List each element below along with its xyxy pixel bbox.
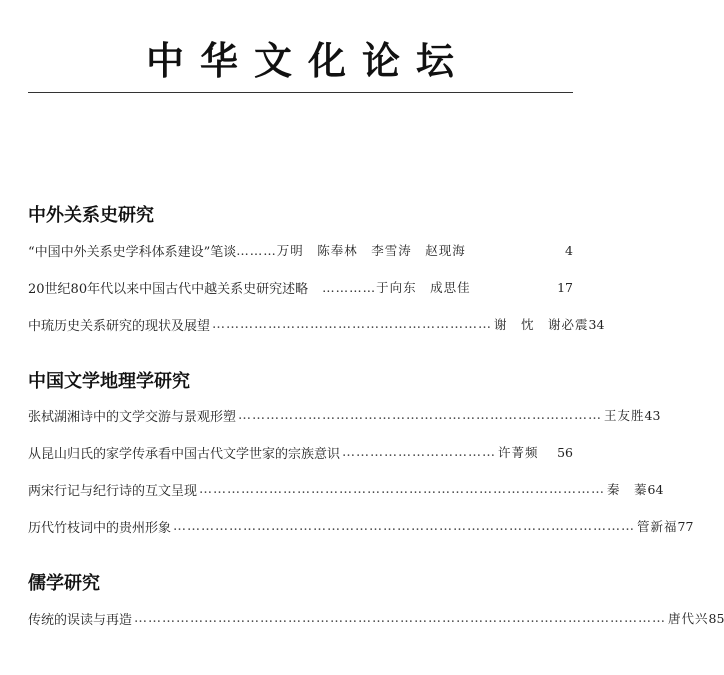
page-number: 77: [677, 518, 694, 534]
article-authors: 管新福: [637, 519, 678, 534]
article-title: 从昆山归氏的家学传承看中国古代文学世家的宗族意识: [28, 446, 341, 462]
article-title: 20世纪80年代以来中国古代中越关系史研究述略: [28, 281, 309, 297]
article-authors: 万明 陈奉林 李雪涛 赵现海: [276, 243, 466, 258]
article-authors: 王友胜: [604, 408, 645, 423]
article-title: 传统的误读与再造: [28, 612, 133, 628]
leader-dots: ……………………………………………………: [212, 316, 493, 332]
toc-entry[interactable]: [28, 405, 661, 425]
toc-entry[interactable]: [28, 608, 724, 628]
leader-dots: ……………………………………………………………………………………………………: [134, 610, 667, 626]
toc-entry[interactable]: [28, 240, 573, 260]
article-authors: 于向东 成思佳: [376, 280, 471, 295]
article-authors: 谢 忱 谢必震: [494, 317, 589, 332]
page-number: 4: [565, 242, 573, 258]
toc-entry[interactable]: [28, 314, 605, 334]
article-authors: 秦 蓁: [607, 482, 648, 497]
article-title: 两宋行记与纪行诗的互文呈现: [28, 483, 198, 499]
toc-entry[interactable]: [28, 479, 664, 499]
article-title: 张栻湖湘诗中的文学交游与景观形塑: [28, 409, 237, 425]
section-heading: 中国文学地理学研究: [28, 371, 190, 392]
leader-dots: …………: [322, 279, 377, 295]
page-number: 85: [708, 610, 724, 626]
article-title: 历代竹枝词中的贵州形象: [28, 520, 172, 536]
toc-entry[interactable]: [28, 516, 694, 536]
page-number: 17: [557, 279, 573, 295]
page-number: 34: [588, 316, 605, 332]
toc-entry[interactable]: [28, 277, 573, 297]
title-divider: [28, 92, 573, 93]
article-title: 中琉历史关系研究的现状及展望: [28, 318, 211, 334]
article-title: “中国中外关系史学科体系建设”笔谈: [28, 244, 237, 260]
leader-dots: ……………………………………………………………………: [238, 407, 603, 423]
section-heading: 儒学研究: [28, 573, 100, 594]
journal-title: 中华文化论坛: [145, 38, 470, 83]
leader-dots: ……………………………: [342, 444, 497, 460]
leader-dots: ………………………………………………………………………………………: [173, 518, 636, 534]
article-authors: 许菁频: [498, 445, 539, 460]
page-number: 43: [644, 407, 661, 423]
toc-entry[interactable]: [28, 442, 573, 462]
leader-dots: ……………………………………………………………………………: [199, 481, 606, 497]
leader-dots: ………: [236, 242, 277, 258]
page-number: 64: [647, 481, 664, 497]
article-authors: 唐代兴: [668, 611, 709, 626]
section-heading: 中外关系史研究: [28, 205, 154, 226]
page-number: 56: [557, 444, 573, 460]
